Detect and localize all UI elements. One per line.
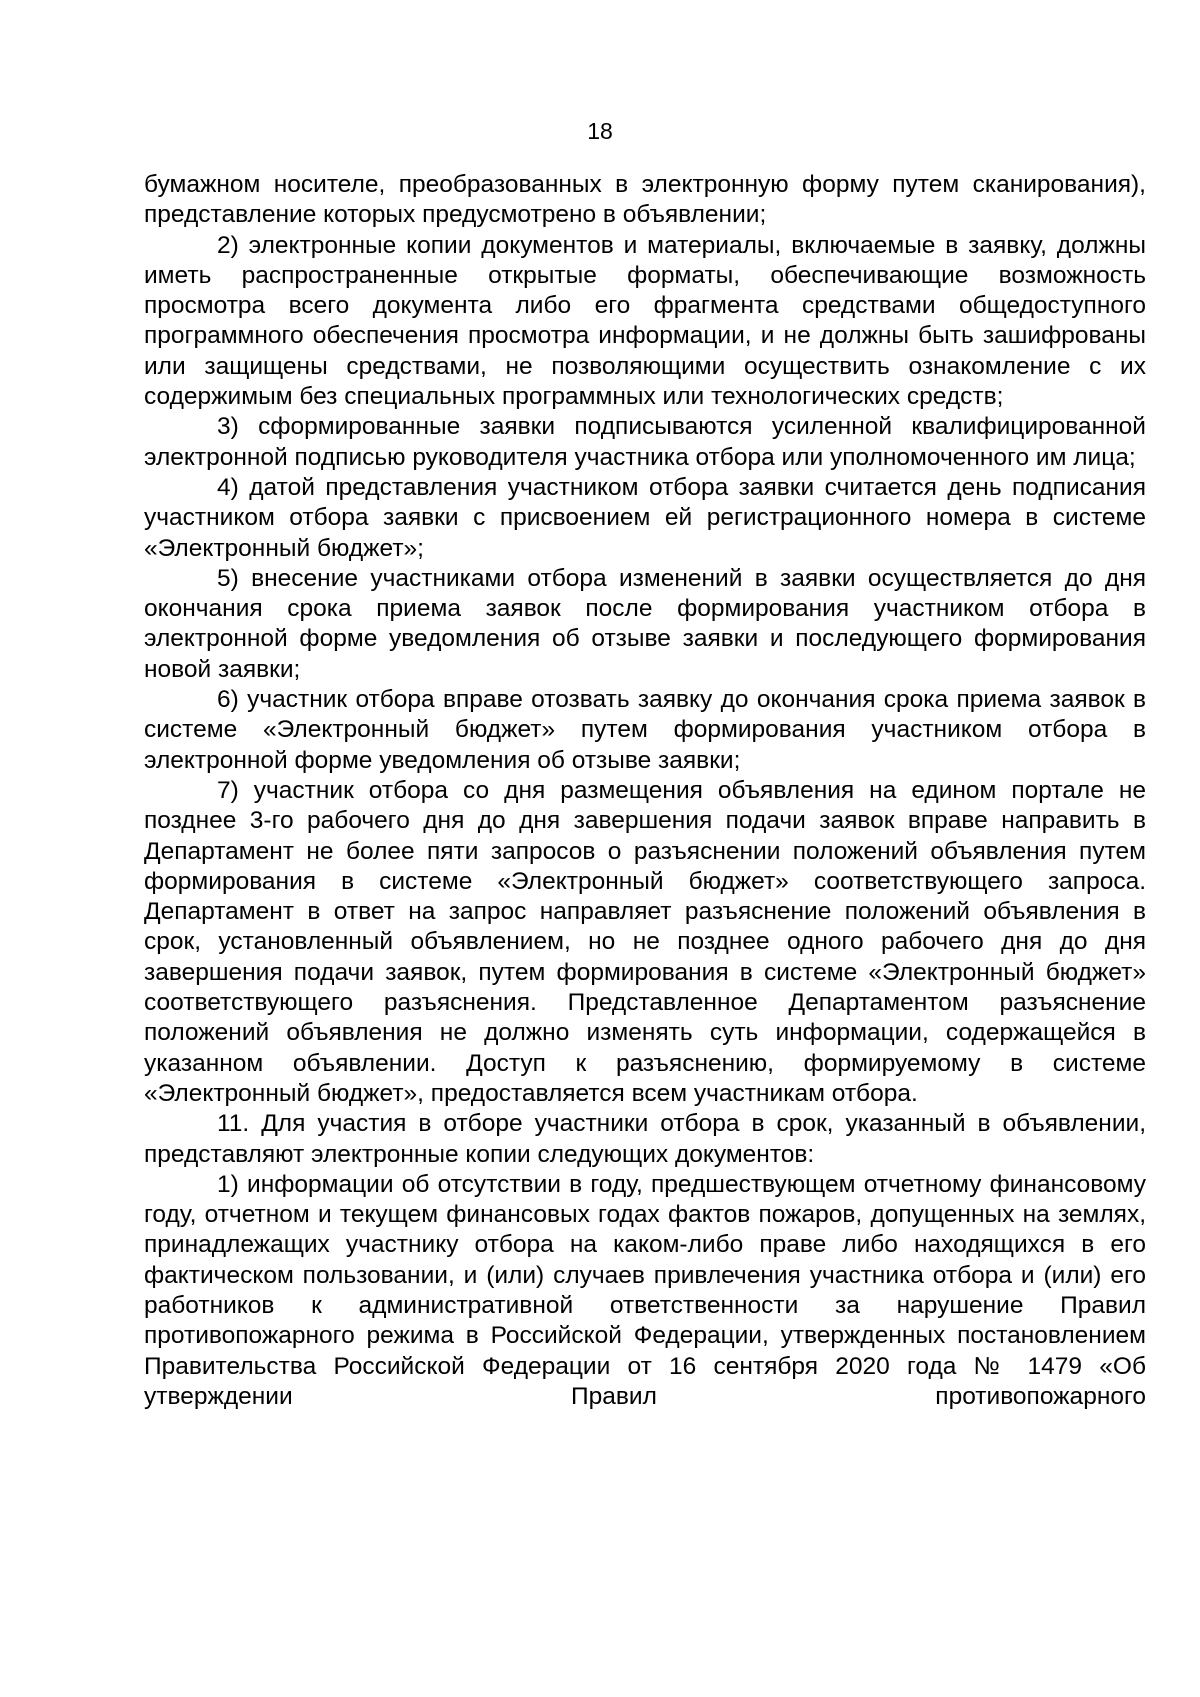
paragraph-clause-11: 11. Для участия в отборе участники отбора в срок, указанный в объявлении, представляют электронные копии следующих документов:	[144, 1110, 1146, 1168]
paragraph-item-2: 2) электронные копии документов и материалы, включаемые в заявку, должны иметь распространенные открытые форматы, обеспечивающие возможность просмотра всего документа либо его фрагмента средствами общедоступного программного обеспечения просмотра информации, и не должны быть зашифрованы или защищены средствами, не позволяющими осуществить ознакомление с их содержимым без специальных программных или технологических средств;	[144, 231, 1146, 411]
paragraph-continuation: бумажном носителе, преобразованных в электронную форму путем сканирования), представление которых предусмотрено в объявлении;	[144, 171, 1146, 229]
page-number: 18	[587, 118, 613, 144]
paragraph-item-7: 7) участник отбора со дня размещения объявления на едином портале не позднее 3-го рабочего дня до дня завершения подачи заявок вправе направить в Департамент не более пяти запросов о разъяснении положений объявления путем формирования в системе «Электронный бюджет» соответствующего запроса. Департамент в ответ на запрос направляет разъяснение положений объявления в срок, установленный объявлением, но не позднее одного рабочего дня до дня завершения подачи заявок, путем формирования в системе «Электронный бюджет» соответствующего разъяснения. Представленное Департаментом разъяснение положений объявления не должно изменять суть информации, содержащейся в указанном объявлении. Доступ к разъяснению, формируемому в системе «Электронный бюджет», предоставляется всем участникам отбора.	[144, 776, 1146, 1107]
paragraph-clause-11-item-1: 1) информации об отсутствии в году, предшествующем отчетному финансовому году, отчетном и текущем финансовых годах фактов пожаров, допущенных на землях, принадлежащих участнику отбора на каком-либо праве либо находящихся в его фактическом пользовании, и (или) случаев привлечения участника отбора и (или) его работников к административной ответственности за нарушение Правил противопожарного режима в Российской Федерации, утвержденных постановлением Правительства Российской Федерации от 16 сентября 2020 года № 1479 «Об утверждении Правил противопожарного	[144, 1170, 1146, 1410]
paragraph-item-5: 5) внесение участниками отбора изменений в заявки осуществляется до дня окончания срока приема заявок после формирования участником отбора в электронной форме уведомления об отзыве заявки и последующего формирования новой заявки;	[144, 564, 1146, 683]
paragraph-item-6: 6) участник отбора вправе отозвать заявку до окончания срока приема заявок в системе «Электронный бюджет» путем формирования участником отбора в электронной форме уведомления об отзыве заявки;	[144, 686, 1146, 774]
document-body	[144, 170, 1146, 1412]
paragraph-item-3: 3) сформированные заявки подписываются усиленной квалифицированной электронной подписью руководителя участника отбора или уполномоченного им лица;	[144, 413, 1146, 471]
paragraph-item-4: 4) датой представления участником отбора заявки считается день подписания участником отбора заявки с присвоением ей регистрационного номера в системе «Электронный бюджет»;	[144, 473, 1146, 562]
